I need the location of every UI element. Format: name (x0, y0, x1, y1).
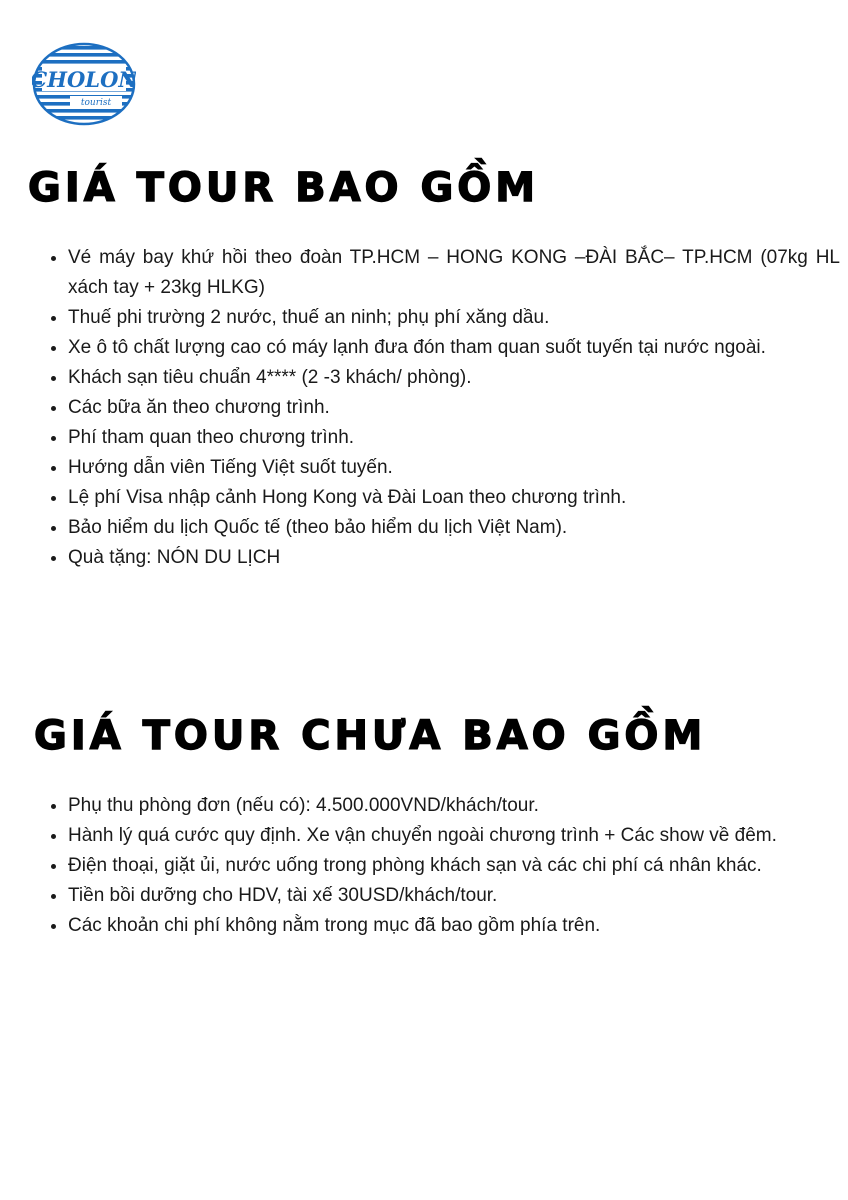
section-title-included: GIÁ TOUR BAO GỒM (28, 165, 540, 211)
cholon-tourist-logo (32, 42, 136, 126)
logo-text: CHOLON (32, 67, 136, 92)
list-item: • Điện thoại, giặt ủi, nước uống trong phòng khách sạn và các chi phí cá nhân khác. (68, 851, 840, 881)
not-included-list (46, 791, 840, 941)
list-item: • Thuế phi trường 2 nước, thuế an ninh; phụ phí xăng dầu. (68, 303, 840, 333)
list-item: • Các bữa ăn theo chương trình. (68, 393, 840, 423)
list-item: • Quà tặng: NÓN DU LỊCH (68, 543, 840, 573)
included-list (46, 243, 840, 573)
list-item: • Bảo hiểm du lịch Quốc tế (theo bảo hiểm du lịch Việt Nam). (68, 513, 840, 543)
list-item: • Hành lý quá cước quy định. Xe vận chuyển ngoài chương trình + Các show về đêm. (68, 821, 840, 851)
list-item: • Xe ô tô chất lượng cao có máy lạnh đưa đón tham quan suốt tuyến tại nước ngoài. (68, 333, 840, 363)
list-item: • Các khoản chi phí không nằm trong mục đã bao gồm phía trên. (68, 911, 840, 941)
section-title-not-included: GIÁ TOUR CHƯA BAO GỒM (34, 713, 707, 759)
logo-subtext: tourist (80, 98, 112, 108)
list-item: • Khách sạn tiêu chuẩn 4**** (2 -3 khách/ phòng). (68, 363, 840, 393)
list-item: • Vé máy bay khứ hồi theo đoàn TP.HCM – HONG KONG –ĐÀI BẮC– TP.HCM (07kg HL xách tay + 23kg HLKG) (68, 243, 840, 303)
list-item: • Phụ thu phòng đơn (nếu có): 4.500.000VND/khách/tour. (68, 791, 840, 821)
list-item: • Tiền bồi dưỡng cho HDV, tài xế 30USD/khách/tour. (68, 881, 840, 911)
list-item: • Hướng dẫn viên Tiếng Việt suốt tuyến. (68, 453, 840, 483)
list-item: • Phí tham quan theo chương trình. (68, 423, 840, 453)
list-item: • Lệ phí Visa nhập cảnh Hong Kong và Đài Loan theo chương trình. (68, 483, 840, 513)
